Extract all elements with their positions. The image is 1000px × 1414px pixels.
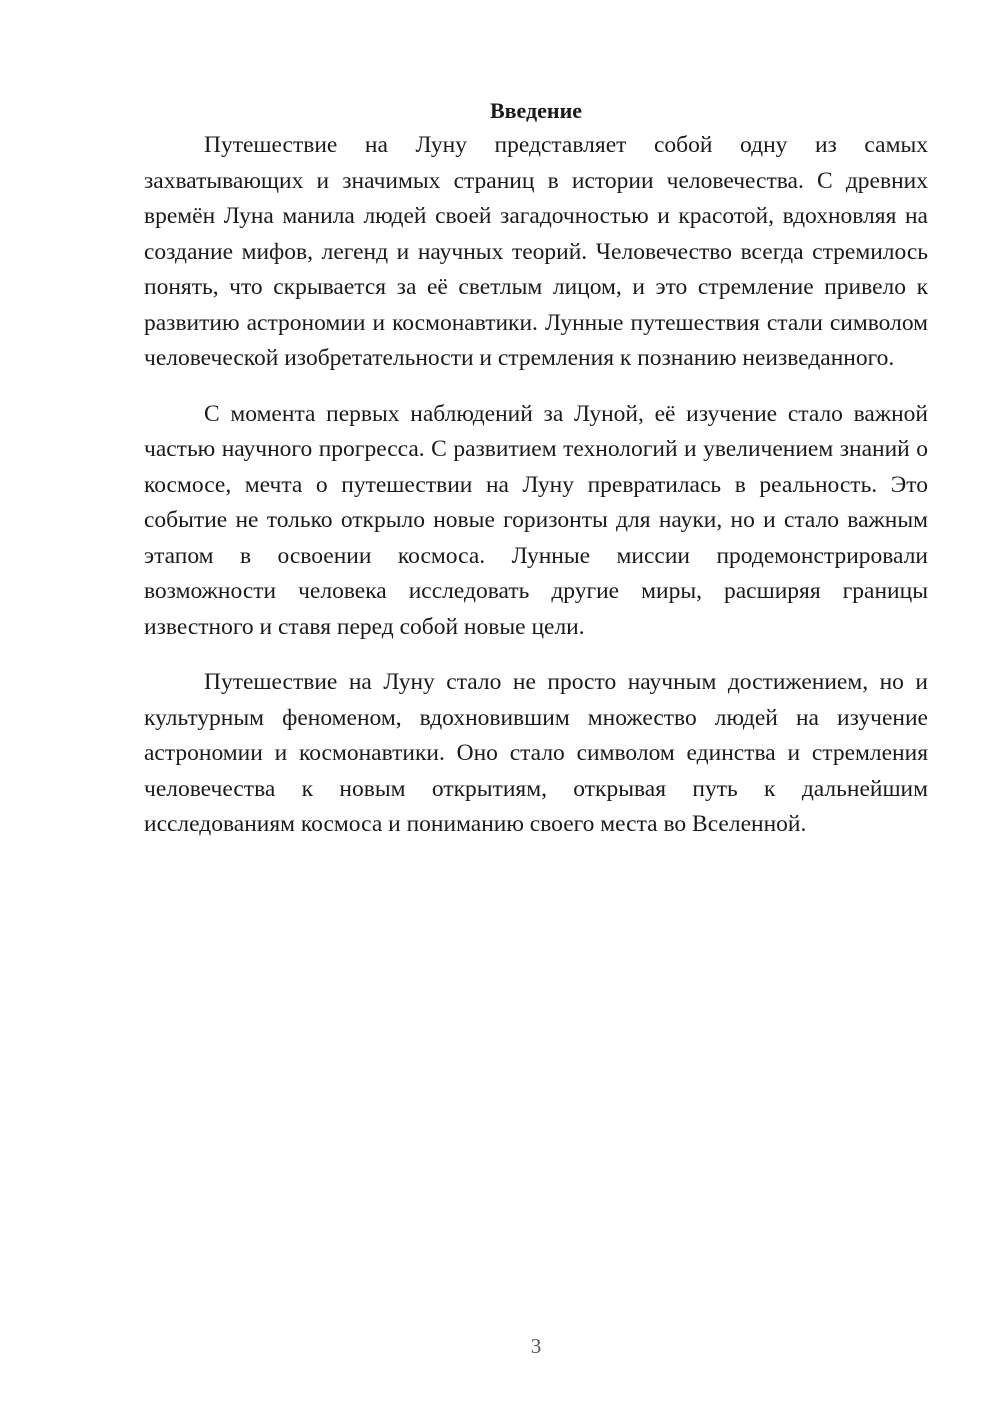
- paragraph-1: Путешествие на Луну представляет собой одну из самых захватывающих и значимых страниц в истории человечества. С древних времён Луна манила людей своей загадочностью и красотой, вдохновляя на создание мифов, легенд и научных теорий. Человечество всегда стремилось понять, что скрывается за её светлым лицом, и это стремление привело к развитию астрономии и космонавтики. Лунные путешествия стали символом человеческой изобретательности и стремления к познанию неизведанного.: [144, 132, 928, 371]
- paragraph-2: С момента первых наблюдений за Луной, её изучение стало важной частью научного прогресса. С развитием технологий и увеличением знаний о космосе, мечта о путешествии на Луну превратилась в реальность. Это событие не только открыло новые горизонты для науки, но и стало важным этапом в освоении космоса. Лунные миссии продемонстрировали возможности человека исследовать другие миры, расширяя границы известного и ставя перед собой новые цели.: [144, 400, 928, 640]
- section-heading: Введение: [489, 98, 583, 123]
- paragraph-3: Путешествие на Луну стало не просто научным достижением, но и культурным феноменом, вдохновившим множество людей на изучение астрономии и космонавтики. Оно стало символом единства и стремления человечества к новым открытиям, открывая путь к дальнейшим исследованиям космоса и пониманию своего места во Вселенной.: [144, 669, 928, 837]
- page-number: 3: [530, 1334, 542, 1358]
- page-content: [144, 94, 928, 863]
